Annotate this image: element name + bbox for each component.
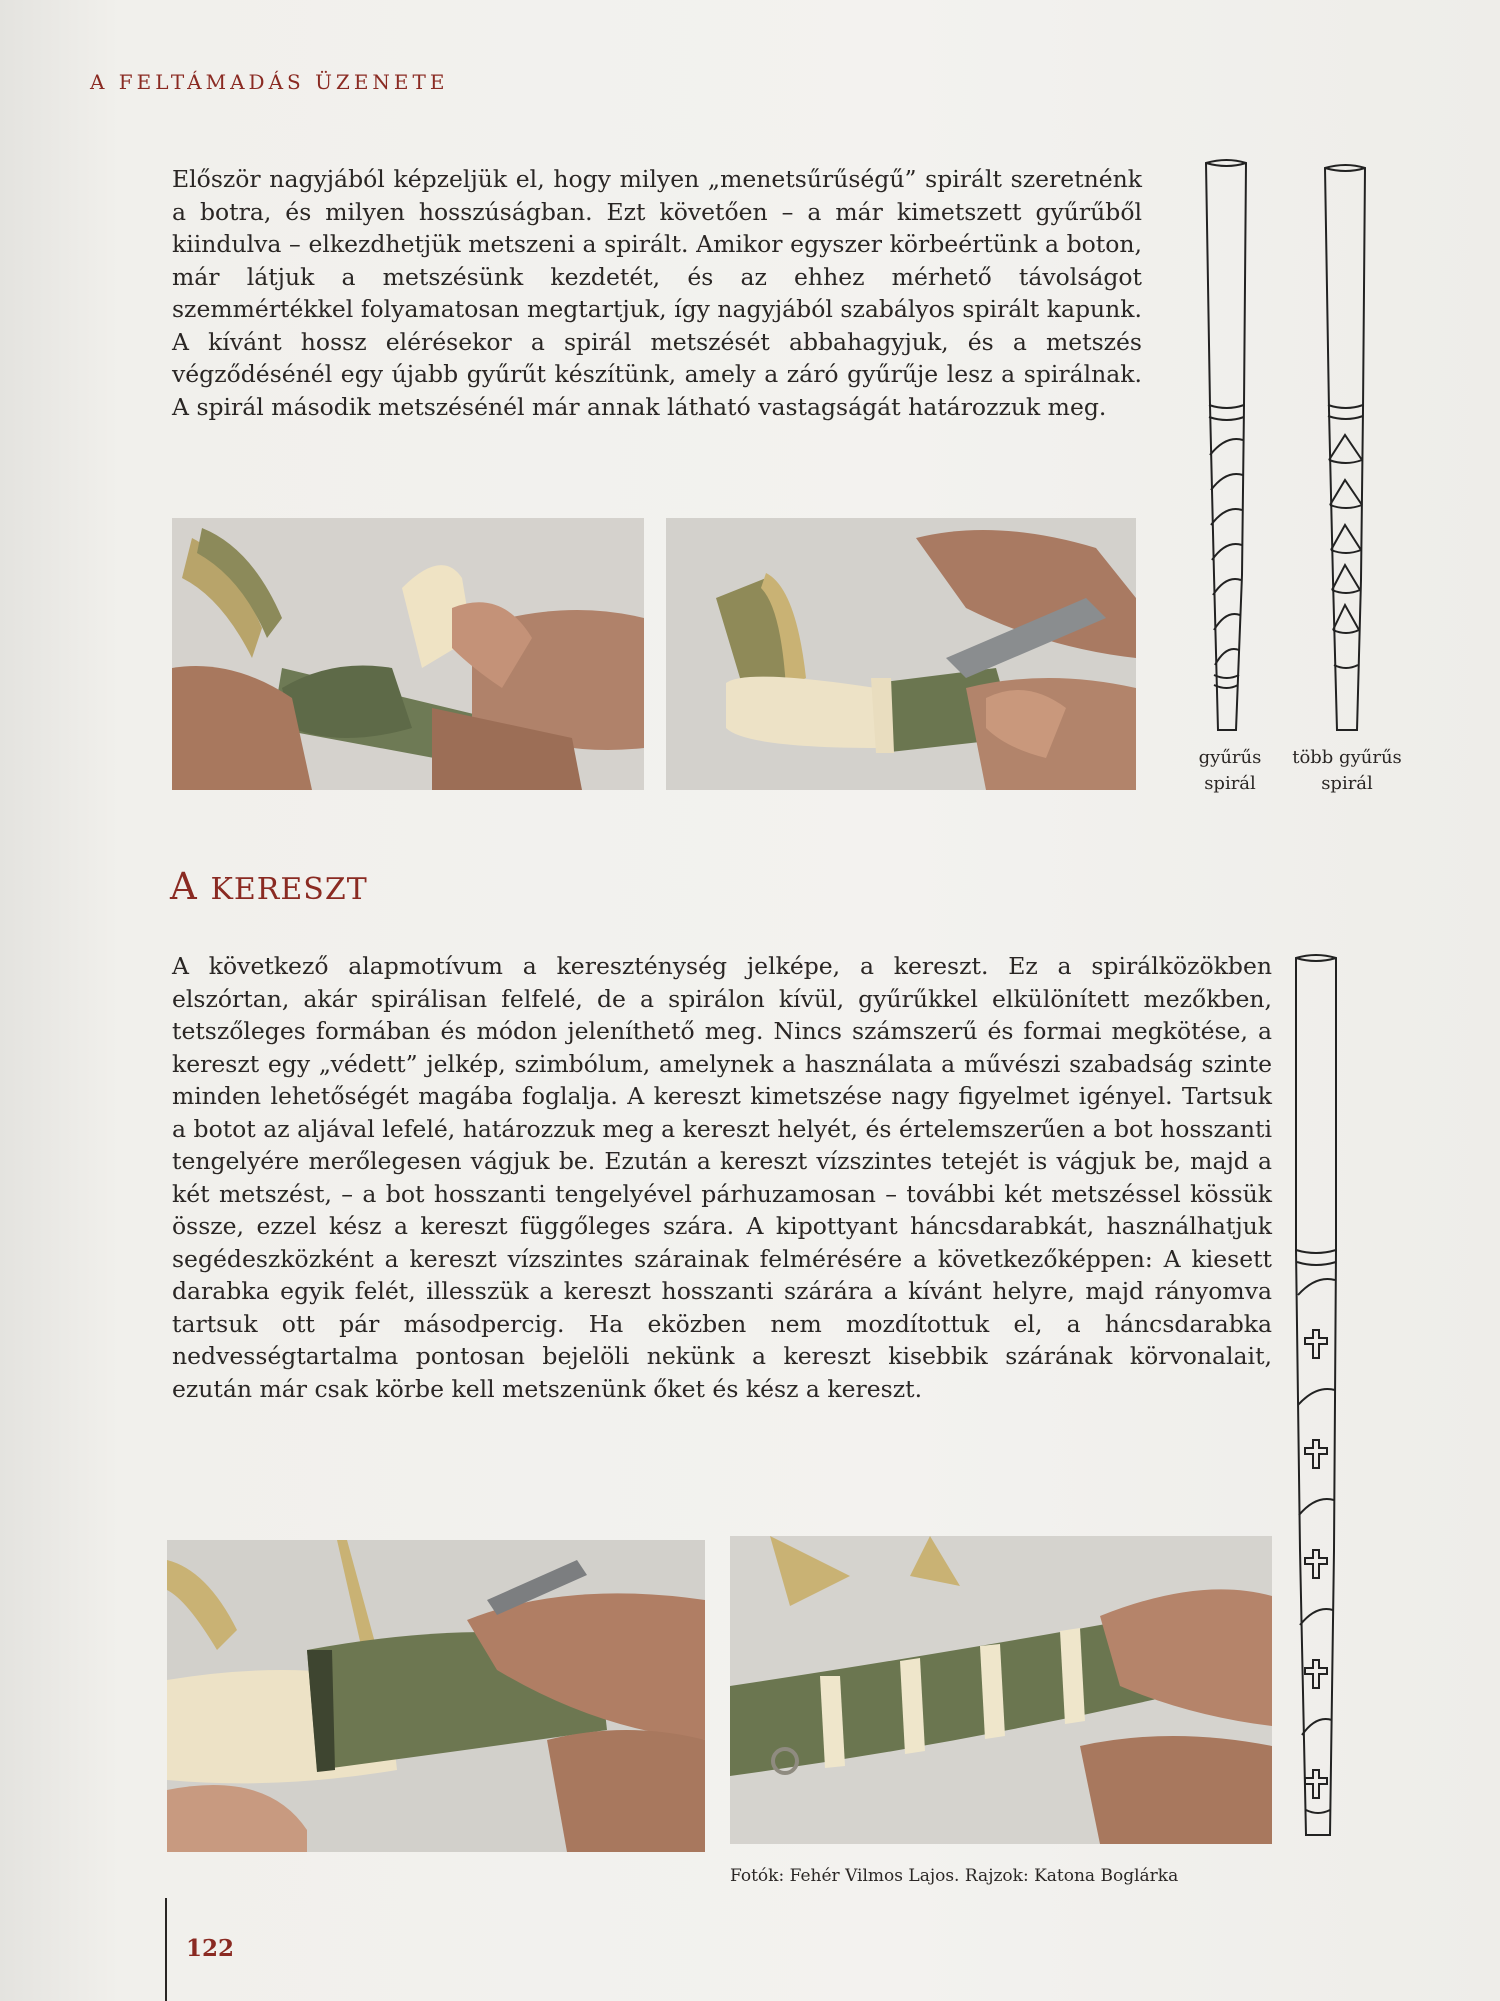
photo-carving-ring bbox=[666, 518, 1136, 790]
photo-peeling-bark bbox=[172, 518, 644, 790]
section-title-rest: KERESZT bbox=[210, 872, 368, 907]
photo-carving-crosses bbox=[730, 1536, 1272, 1844]
drawing-stick-with-crosses bbox=[1276, 950, 1356, 1840]
drawing-ringed-spiral bbox=[1196, 155, 1258, 735]
caption-line: spirál bbox=[1204, 773, 1256, 794]
paragraph-spiral: Először nagyjából képzeljük el, hogy milyen „menetsűrűségű” spirált szeretnénk a botra, és milyen hosszúságban. Ezt követően – a már kimetszett gyűrűből kiindulva – elkezdhetjük metszeni a spirált. Amikor egyszer körbeértünk a boton, már látjuk a metszésünk kezdetét, és az ehhez mérhető távolságot szemmértékkel folyamatosan megtartjuk, így nagyjából szabályos spirált kapunk. A kívánt hossz elérésekor a spirál metszését abbahagyjuk, és a metszés végződésénél egy újabb gyűrűt készítünk, amely a záró gyűrűje lesz a spirálnak. A spirál második metszésénél már annak látható vastagságát határozzuk meg. bbox=[172, 165, 1142, 421]
paragraph-cross: A következő alapmotívum a kereszténység jelképe, a kereszt. Ez a spirálközökben elszórtan, akár spirálisan felfelé, de a spirálon kívül, gyűrűkkel elkülönített mezőkben, tetszőleges formában és módon jeleníthető meg. Nincs számszerű és formai megkötése, a kereszt egy „védett” jelkép, szimbólum, amelynek a használata a művészi szabadság szinte minden lehetőségét magába foglalja. A kereszt kimetszése nagy figyelmet igényel. Tartsuk a botot az aljával lefelé, határozzuk meg a kereszt helyét, és értelemszerűen a bot hosszanti tengelyére merőlegesen vágjuk be. Ezután a kereszt vízszintes tetejét is vágjuk be, majd a két metszést, – a bot hosszanti tengelyével párhuzamosan – további két metszéssel kössük össze, ezzel kész a kereszt függőleges szára. A kipottyant háncsdarabkát, használhatjuk segédeszközként a kereszt vízszintes szárainak felmérésére a következőképpen: A kiesett darabka egyik felét, illesszük a kereszt hosszanti szárára a kívánt helyre, majd rányomva tartsuk ott pár másodpercig. Ha eközben nem mozdítottuk el, a háncsdarabka nedvességtartalma pontosan bejelöli nekünk a kereszt kisebbik szárának körvonalait, ezután már csak körbe kell metszenünk őket és kész a kereszt. bbox=[172, 952, 1272, 1403]
page-number: 122 bbox=[186, 1935, 235, 1962]
section-title-first: A bbox=[170, 865, 198, 908]
caption-line: több gyűrűs bbox=[1292, 747, 1402, 768]
caption-line: spirál bbox=[1321, 773, 1373, 794]
running-head: A FELTÁMADÁS ÜZENETE bbox=[90, 70, 449, 94]
caption-ringed-spiral bbox=[1185, 745, 1275, 797]
caption-multi-ring-spiral bbox=[1292, 745, 1402, 797]
photo-credit: Fotók: Fehér Vilmos Lajos. Rajzok: Katona Boglárka bbox=[730, 1866, 1179, 1886]
section-title bbox=[170, 865, 368, 908]
caption-line: gyűrűs bbox=[1198, 747, 1262, 768]
drawing-multi-ring-spiral bbox=[1315, 160, 1377, 735]
page-number-rule bbox=[165, 1898, 167, 2001]
photo-carving-spiral bbox=[167, 1540, 705, 1852]
